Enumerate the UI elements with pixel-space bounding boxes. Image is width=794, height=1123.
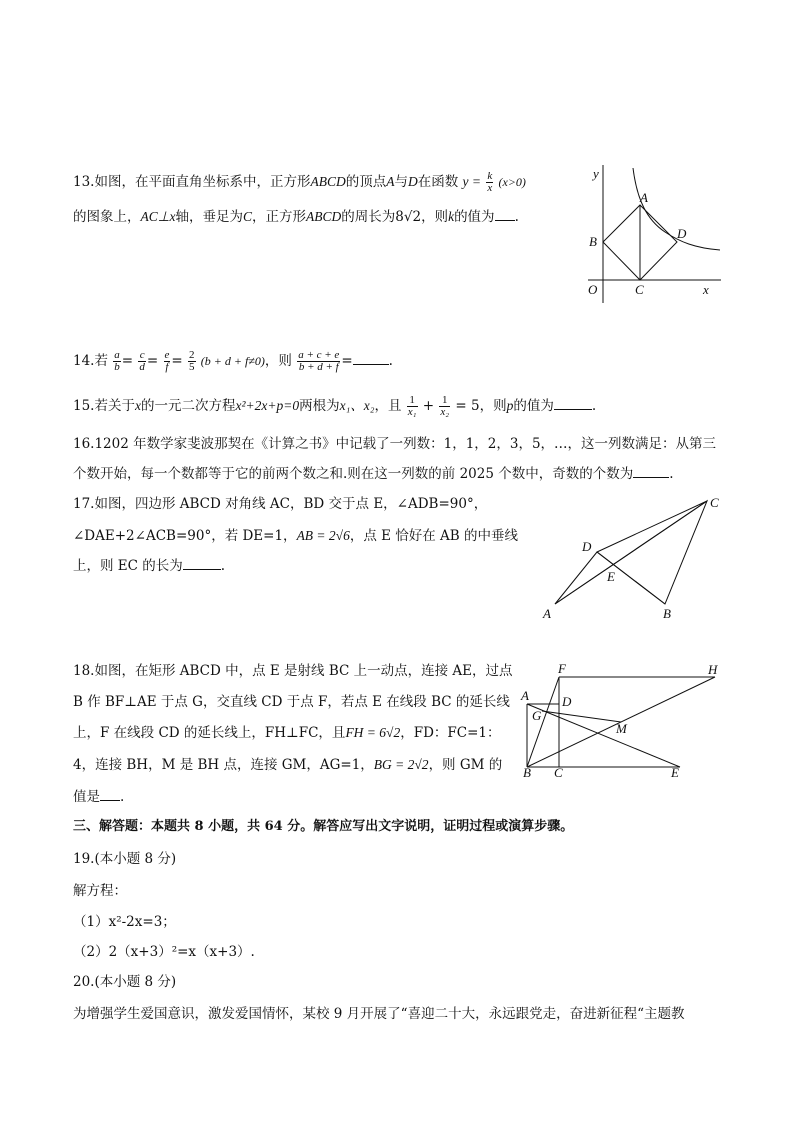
q20-line1: 为增强学生爱国意识，激发爱国情怀，某校 9 月开展了“喜迎二十大，永远跟党走，奋进新征程“主题教 [73, 1006, 685, 1022]
label-a: A [640, 190, 648, 205]
label-d: D [562, 694, 572, 709]
q19-heading: 19.(本小题 8 分) [73, 851, 177, 867]
label-c: C [554, 765, 563, 780]
k-over-x-fraction: $\frac{k}{x}$ [487, 170, 493, 194]
label-x: x [703, 282, 709, 297]
q19-task: 解方程： [73, 883, 127, 899]
label-e: E [607, 569, 615, 584]
frac-1-x1: $\frac{1}{\text{x₁}}$ [407, 394, 417, 418]
answer-blank [633, 465, 669, 478]
section-heading: 三、解答题：本题共 8 小题，共 64 分。解答应写出文字说明，证明过程或演算步骤。 [73, 819, 574, 834]
q15-line: 15.若关于x的一元二次方程x²+2x+p=0两根为x₁、x₂，且 $\frac{1}{\text{x₁}}$ + $\frac{1}{\text{x₂}}$ = 5，则p的值为 . [73, 394, 597, 418]
q16-line2: 个数开始，每一个数都等于它的前两个数之和.则在这一列数的前 2025 个数中，奇数的个数为 . [73, 466, 674, 482]
q18-line3: 上，F 在线段 CD 的延长线上，FH⊥FC，且FH = 6√2，FD：FC=1： [73, 725, 501, 741]
answer-blank [495, 208, 515, 221]
q18-line5: 值是 . [73, 789, 125, 805]
label-b: B [589, 234, 597, 249]
label-d: D [582, 539, 592, 554]
q18-figure [515, 655, 730, 785]
answer-blank [353, 352, 389, 365]
diagonal-ac [555, 501, 707, 604]
q17-figure [535, 493, 730, 625]
frac-c-d: $\frac{c}{d}$ [139, 349, 145, 373]
answer-blank [100, 788, 120, 801]
q19-part1: （1）x²-2x=3； [73, 914, 176, 930]
frac-sum: $\frac{a + c + e}{b + d + f}$ [298, 349, 340, 373]
q18-line4: 4，连接 BH，M 是 BH 点，连接 GM，AG=1，BG = 2√2，则 GM 的 [73, 757, 503, 773]
label-h: H [708, 662, 718, 677]
q19-part2: （2）2（x+3）²=x（x+3）. [73, 944, 255, 960]
label-c: C [710, 495, 719, 510]
label-b: B [663, 606, 671, 621]
q18-line2: B 作 BF⊥AE 于点 G，交直线 CD 于点 F，若点 E 在线段 BC 的延长线 [73, 694, 510, 710]
q13-line2: 的图象上，AC⊥x轴，垂足为C，正方形ABCD的周长为8√2，则k的值为 . [73, 209, 519, 225]
frac-a-b: $\frac{a}{b}$ [114, 349, 120, 373]
frac-e-f: $\frac{e}{f}$ [164, 349, 170, 373]
frac-2-5: $\frac{2}{5}$ [189, 349, 195, 373]
label-e: E [671, 765, 679, 780]
label-d: D [677, 226, 687, 241]
q14-line: 14.若 $\frac{a}{b}$ = $\frac{c}{d}$ = $\frac{e}{f}$ = $\frac{2}{5}$ (b + d + f≠0)，则 $\frac{a + c + e}{b + d + f}$ = . [73, 349, 393, 373]
label-a: A [543, 606, 551, 621]
frac-1-x2: $\frac{1}{\text{x₂}}$ [440, 394, 450, 418]
answer-blank [554, 397, 592, 410]
q13-line1: 13.如图，在平面直角坐标系中，正方形ABCD的顶点A与D在函数 y = $\frac{k}{x}$ (x>0) [73, 170, 526, 194]
q17-line3: 上，则 EC 的长为 . [73, 558, 226, 574]
label-f: F [558, 661, 566, 676]
segment-gm [542, 711, 621, 722]
q20-heading: 20.(本小题 8 分) [73, 974, 177, 990]
answer-blank [183, 557, 221, 570]
segment-ae [527, 704, 680, 767]
label-b: B [523, 765, 531, 780]
label-y: y [593, 166, 599, 181]
label-m: M [616, 721, 627, 736]
label-c: C [635, 282, 644, 297]
segment-dc [597, 501, 707, 552]
q18-line1: 18.如图，在矩形 ABCD 中，点 E 是射线 BC 上一动点，连接 AE，过点 [73, 663, 513, 679]
label-o: O [588, 282, 598, 297]
q13-figure [585, 160, 725, 310]
label-g: G [532, 708, 542, 723]
label-a: A [521, 688, 529, 703]
q16-line1: 16.1202 年数学家斐波那契在《计算之书》中记载了一列数：1，1，2，3，5，…，这一列数满足：从第三 [73, 436, 717, 452]
q17-line1: 17.如图，四边形 ABCD 对角线 AC，BD 交于点 E，∠ADB=90°， [73, 496, 488, 512]
q17-line2: ∠DAE+2∠ACB=90°，若 DE=1，AB = 2√6，点 E 恰好在 AB 的中垂线 [73, 528, 519, 544]
